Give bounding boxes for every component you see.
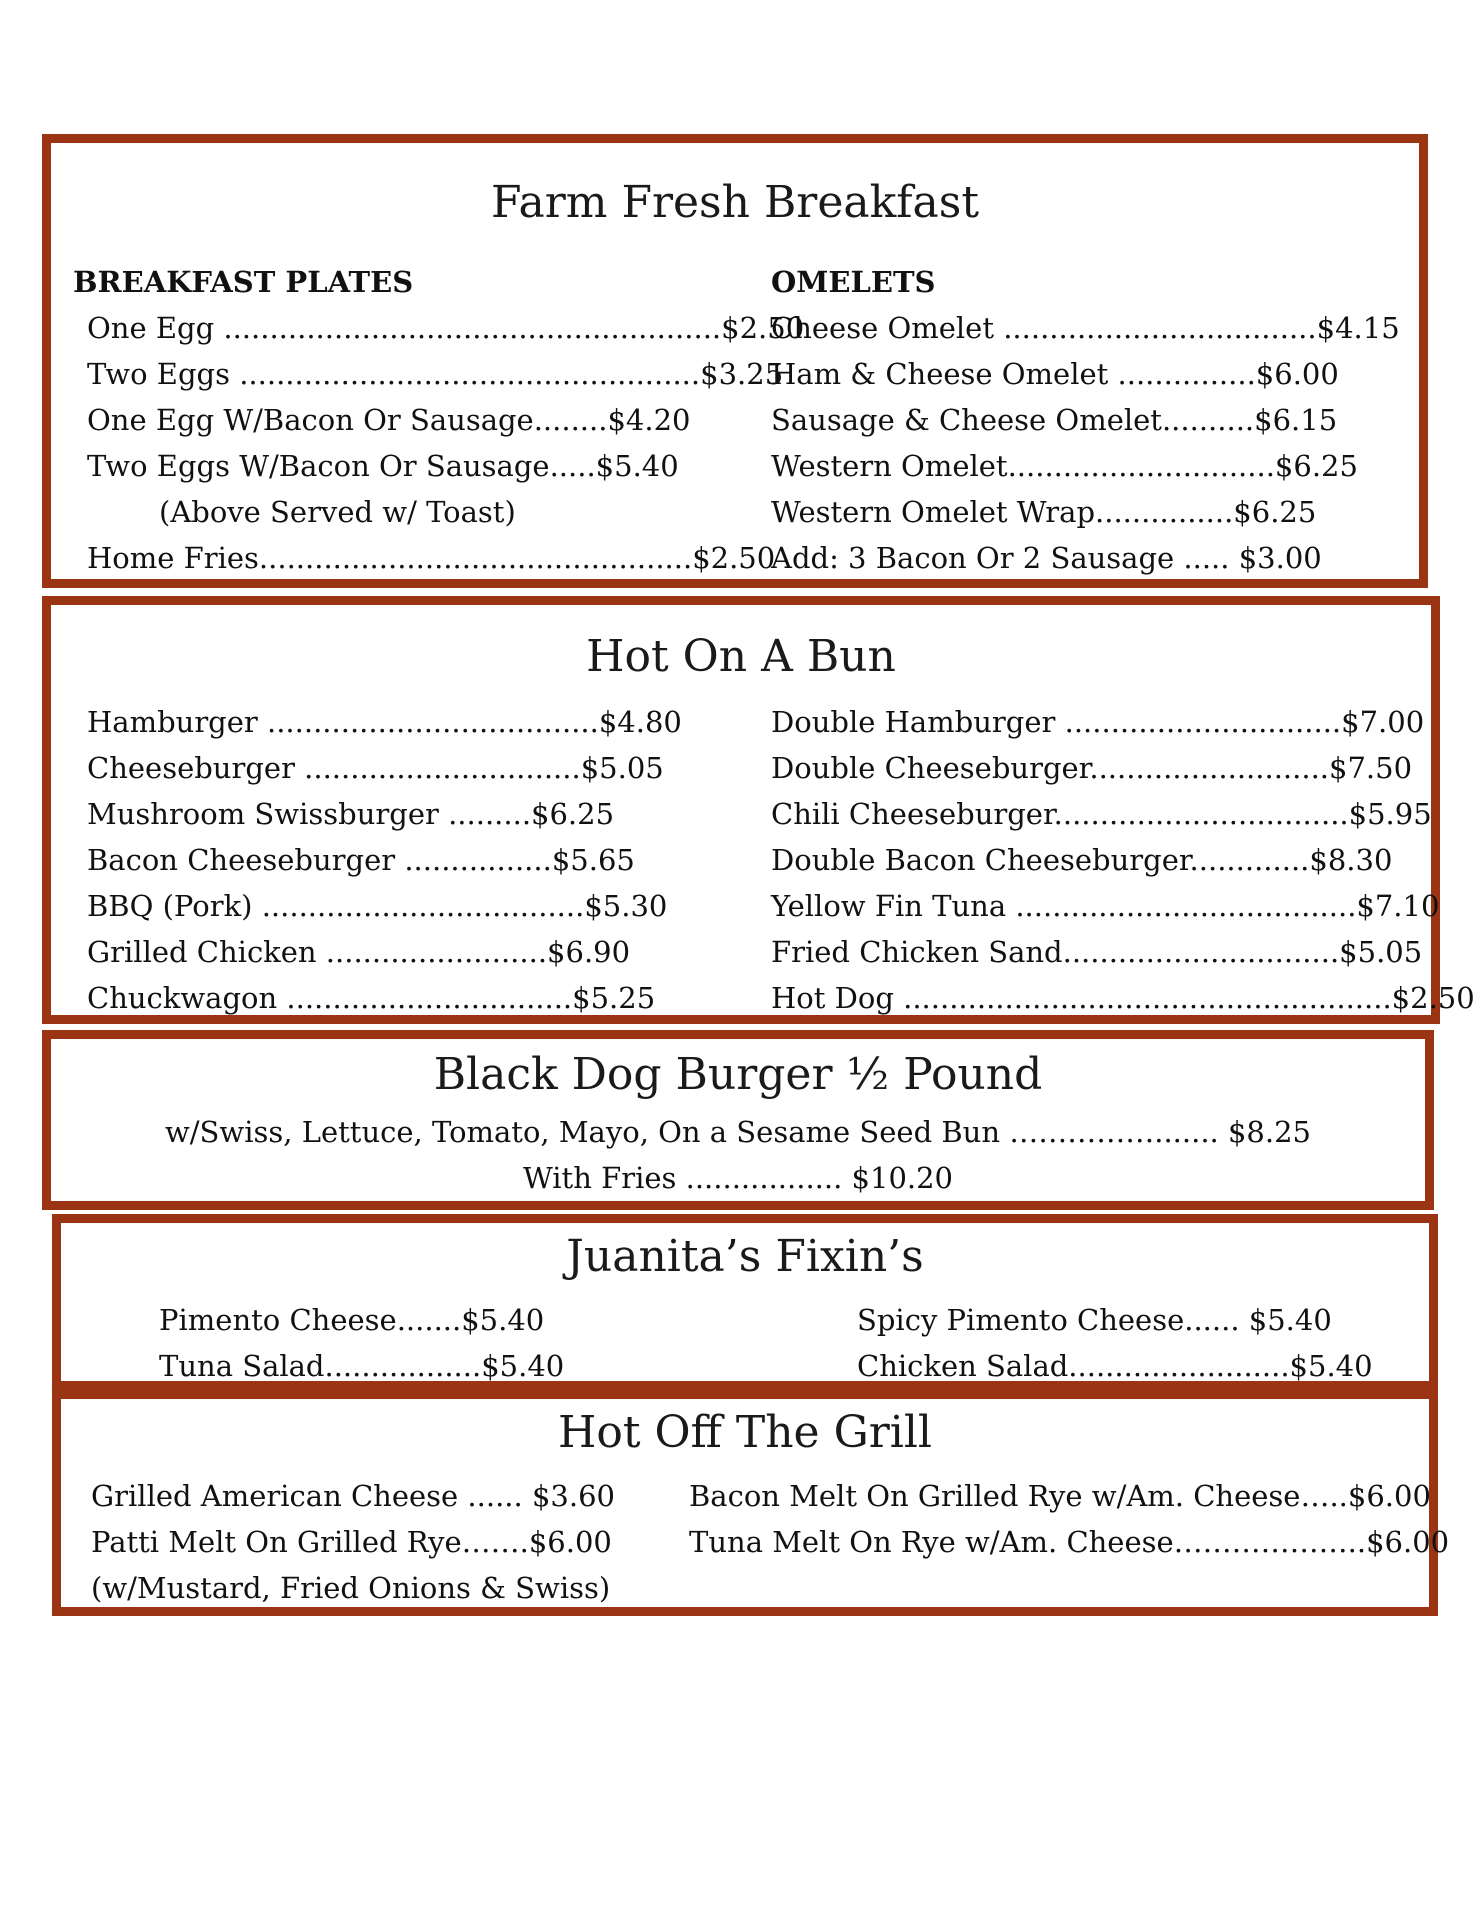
plates-header: BREAKFAST PLATES — [73, 265, 414, 299]
bun-section — [42, 596, 1475, 1024]
grill-section — [52, 1390, 1450, 1616]
bun-item: Double Hamburger ..............................$7.00 — [771, 705, 1425, 739]
plate-note: (Above Served w/ Toast) — [159, 495, 516, 529]
plate-item: One Egg ......................................................$2.50 — [87, 311, 805, 345]
plate-item: Two Eggs ..................................................$3.25 — [87, 357, 784, 391]
omelet-item: Western Omelet.............................$6.25 — [771, 449, 1358, 483]
blackdog-desc: w/Swiss, Lettuce, Tomato, Mayo, On a Sesame Seed Bun ……………....... $8.25 — [164, 1115, 1312, 1149]
bun-item: Chili Cheeseburger................................$5.95 — [771, 797, 1432, 831]
bun-item: Fried Chicken Sand..............................$5.05 — [771, 935, 1423, 969]
bun-item: Double Bacon Cheeseburger.............$8.30 — [771, 843, 1393, 877]
plate-item: One Egg W/Bacon Or Sausage........$4.20 — [87, 403, 691, 437]
fixin-item: Tuna Salad.................$5.40 — [159, 1349, 565, 1383]
breakfast-title: Farm Fresh Breakfast — [490, 177, 980, 228]
juanita-title: Juanita’s Fixin’s — [566, 1231, 924, 1282]
bun-item: Cheeseburger ..............................$5.05 — [87, 751, 664, 785]
plate-item: Two Eggs W/Bacon Or Sausage.....$5.40 — [87, 449, 679, 483]
blackdog-fries: With Fries ................. $10.20 — [522, 1161, 954, 1195]
plate-item: Home Fries...............................................$2.50 — [87, 541, 776, 575]
bun-item: Hot Dog .....................................................$2.50 — [771, 981, 1475, 1015]
juanita-section — [52, 1214, 1438, 1390]
bun-item: Yellow Fin Tuna .....................................$7.10 — [771, 889, 1440, 923]
bun-item: BBQ (Pork) ...................................$5.30 — [87, 889, 668, 923]
omelet-item: Sausage & Cheese Omelet..........$6.15 — [771, 403, 1338, 437]
omelets-header: OMELETS — [771, 265, 936, 299]
omelet-item: Ham & Cheese Omelet ...............$6.00 — [771, 357, 1339, 391]
bun-item: Double Cheeseburger..........................$7.50 — [771, 751, 1413, 785]
bun-item: Grilled Chicken ........................$6.90 — [87, 935, 631, 969]
blackdog-title: Black Dog Burger ½ Pound — [433, 1049, 1043, 1100]
omelet-item: Add: 3 Bacon Or 2 Sausage ..... $3.00 — [771, 541, 1322, 575]
fixin-item: Pimento Cheese.......$5.40 — [159, 1303, 545, 1337]
breakfast-section — [42, 134, 1428, 588]
grill-title: Hot Off The Grill — [558, 1407, 932, 1458]
bun-item: Mushroom Swissburger .........$6.25 — [87, 797, 615, 831]
bun-item: Bacon Cheeseburger ................$5.65 — [87, 843, 635, 877]
grill-item: Tuna Melt On Rye w/Am. Cheese………………..$6.00 — [689, 1525, 1450, 1559]
omelet-item: Cheese Omelet ..................................$4.15 — [771, 311, 1400, 345]
bun-title: Hot On A Bun — [586, 631, 896, 682]
omelet-item: Western Omelet Wrap...............$6.25 — [771, 495, 1317, 529]
fixin-item: Spicy Pimento Cheese...... $5.40 — [857, 1303, 1332, 1337]
fixin-item: Chicken Salad........................$5.40 — [857, 1349, 1373, 1383]
blackdog-section — [42, 1030, 1434, 1210]
grill-item: Patti Melt On Grilled Rye…….$6.00 — [91, 1525, 612, 1559]
bun-item: Hamburger ....................................$4.80 — [87, 705, 682, 739]
bun-item: Chuckwagon ...............................$5.25 — [87, 981, 656, 1015]
grill-item: Bacon Melt On Grilled Rye w/Am. Cheese…..$6.00 — [689, 1479, 1431, 1513]
grill-item: Grilled American Cheese ...... $3.60 — [91, 1479, 615, 1513]
grill-note: (w/Mustard, Fried Onions & Swiss) — [91, 1571, 611, 1605]
